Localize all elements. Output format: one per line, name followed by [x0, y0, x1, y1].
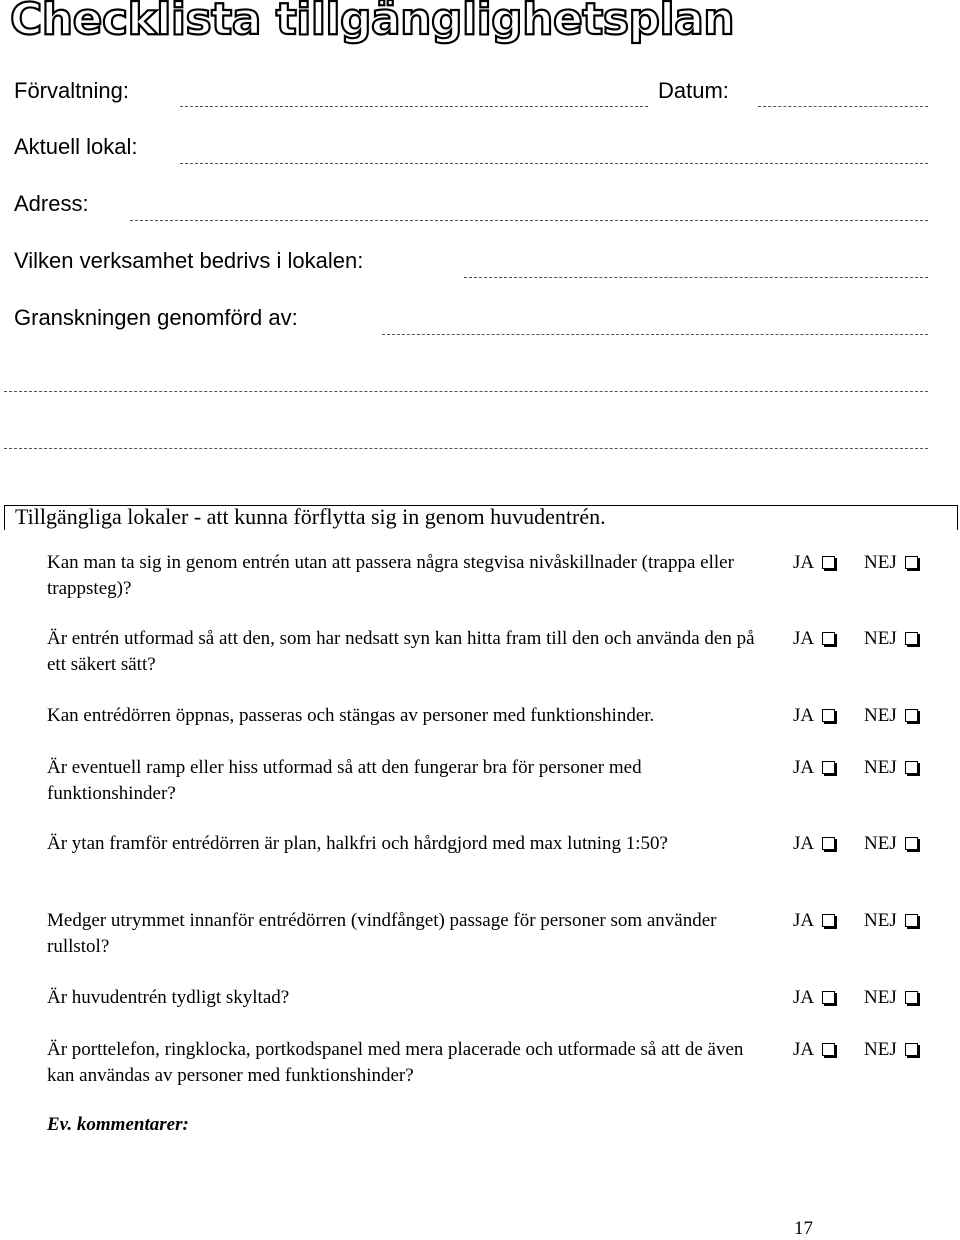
- checkbox-icon[interactable]: [905, 991, 918, 1004]
- verksamhet-label: Vilken verksamhet bedrivs i lokalen:: [14, 248, 364, 273]
- question-8: Är porttelefon, ringklocka, portkodspanel med mera placerade och utformade så att de även kan användas av personer med funktionshinder?: [47, 1039, 744, 1086]
- datum-field[interactable]: [758, 106, 928, 107]
- answer-row-4: [793, 755, 897, 781]
- answer-row-5: [793, 831, 897, 857]
- checkbox-icon[interactable]: [905, 709, 918, 722]
- checkbox-icon[interactable]: [822, 632, 835, 645]
- page-number: 17: [794, 1218, 813, 1239]
- granskning-field[interactable]: [382, 334, 928, 335]
- question-4: Är eventuell ramp eller hiss utformad så att den fungerar bra för personer med funktionshinder?: [47, 757, 642, 804]
- checkbox-icon[interactable]: [822, 837, 835, 850]
- checkbox-icon[interactable]: [905, 632, 918, 645]
- ja-option[interactable]: JA: [793, 552, 835, 573]
- ja-option[interactable]: JA: [793, 910, 835, 931]
- adress-field[interactable]: [130, 220, 928, 221]
- ja-option[interactable]: JA: [793, 705, 835, 726]
- answer-row-3: [793, 703, 897, 729]
- question-5: Är ytan framför entrédörren är plan, halkfri och hårdgjord med max lutning 1:50?: [47, 833, 668, 854]
- verksamhet-field[interactable]: [464, 277, 928, 278]
- adress-label: Adress:: [14, 191, 89, 216]
- answer-row-8: [793, 1037, 897, 1063]
- checkbox-icon[interactable]: [905, 556, 918, 569]
- answer-row-6: [793, 908, 897, 934]
- question-3: Kan entrédörren öppnas, passeras och stängas av personer med funktionshinder.: [47, 705, 655, 726]
- checkbox-icon[interactable]: [905, 837, 918, 850]
- section-header: [4, 505, 958, 530]
- aktuell-lokal-field[interactable]: [180, 163, 928, 164]
- question-1: Kan man ta sig in genom entrén utan att passera några stegvisa nivåskillnader (trappa eller trappsteg)?: [47, 552, 734, 599]
- nej-option[interactable]: NEJ: [864, 1037, 918, 1063]
- checkbox-icon[interactable]: [822, 709, 835, 722]
- ja-option[interactable]: JA: [793, 628, 835, 649]
- question-7: Är huvudentrén tydligt skyltad?: [47, 987, 290, 1008]
- question-6: Medger utrymmet innanför entrédörren (vindfånget) passage för personer som använder rullstol?: [47, 910, 717, 957]
- checkbox-icon[interactable]: [822, 991, 835, 1004]
- checkbox-icon[interactable]: [822, 556, 835, 569]
- nej-option[interactable]: NEJ: [864, 908, 918, 934]
- page-title: Checklista tillgänglighetsplan: [10, 0, 735, 45]
- nej-option[interactable]: NEJ: [864, 831, 918, 857]
- ja-option[interactable]: JA: [793, 757, 835, 778]
- checkbox-icon[interactable]: [822, 914, 835, 927]
- checkbox-icon[interactable]: [905, 1043, 918, 1056]
- ja-option[interactable]: JA: [793, 833, 835, 854]
- nej-option[interactable]: NEJ: [864, 755, 918, 781]
- forvaltning-field[interactable]: [180, 106, 648, 107]
- ja-option[interactable]: JA: [793, 1039, 835, 1060]
- nej-option[interactable]: NEJ: [864, 703, 918, 729]
- question-2: Är entrén utformad så att den, som har nedsatt syn kan hitta fram till den och använda den på ett säkert sätt?: [47, 628, 755, 675]
- forvaltning-label: Förvaltning:: [14, 78, 129, 103]
- datum-label: Datum:: [658, 78, 729, 103]
- aktuell-lokal-label: Aktuell lokal:: [14, 134, 138, 159]
- checkbox-icon[interactable]: [905, 914, 918, 927]
- checkbox-icon[interactable]: [822, 761, 835, 774]
- section-title: Tillgängliga lokaler - att kunna förflytta sig in genom huvudentrén.: [15, 504, 606, 529]
- ja-option[interactable]: JA: [793, 987, 835, 1008]
- granskning-label: Granskningen genomförd av:: [14, 305, 298, 330]
- checkbox-icon[interactable]: [822, 1043, 835, 1056]
- comment-label: Ev. kommentarer:: [47, 1114, 189, 1135]
- answer-row-7: [793, 985, 897, 1011]
- answer-row-2: [793, 626, 897, 652]
- extra-line-2[interactable]: [4, 448, 928, 449]
- nej-option[interactable]: NEJ: [864, 985, 918, 1011]
- answer-row-1: [793, 550, 897, 576]
- extra-line-1[interactable]: [4, 391, 928, 392]
- nej-option[interactable]: NEJ: [864, 550, 918, 576]
- nej-option[interactable]: NEJ: [864, 626, 918, 652]
- checkbox-icon[interactable]: [905, 761, 918, 774]
